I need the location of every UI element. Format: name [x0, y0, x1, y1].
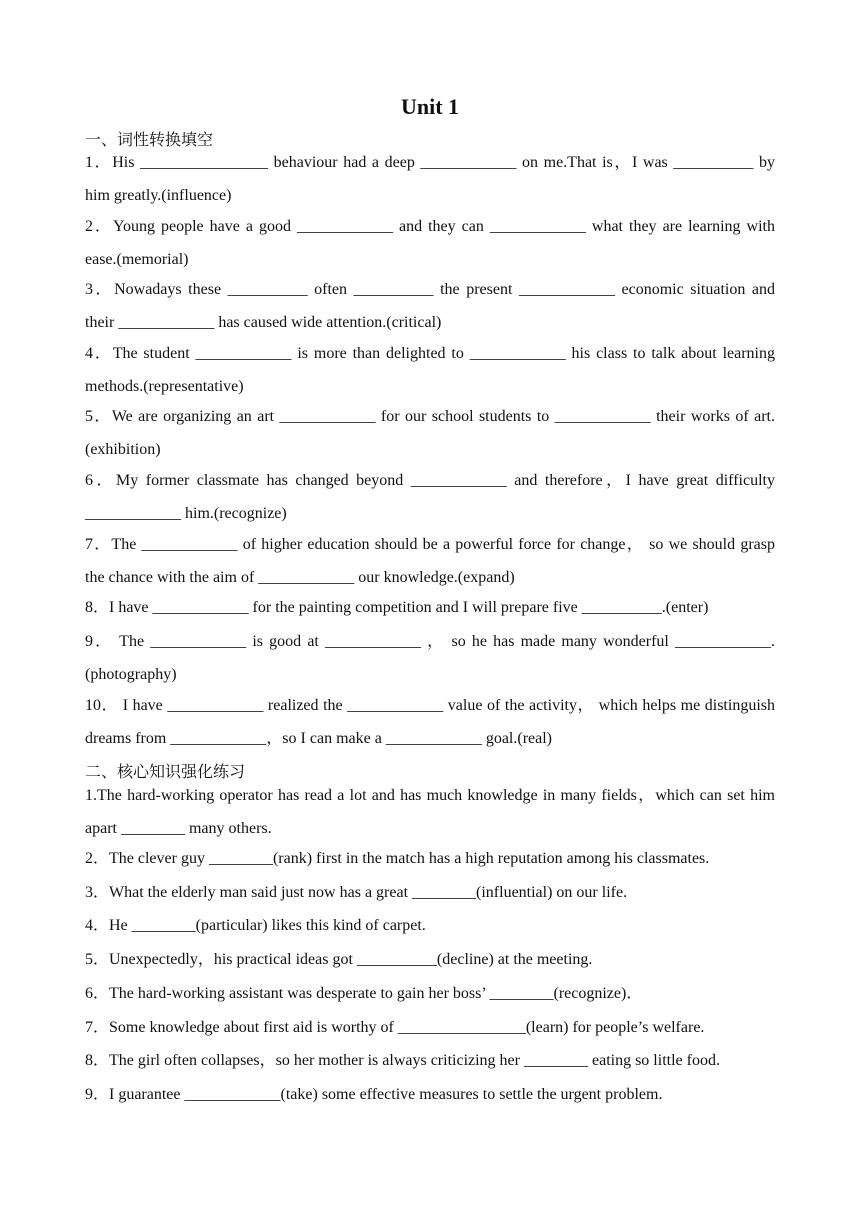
s1-question-4: 4．The student ____________ is more than delighted to ____________ his class to talk about learning methods.(representative)	[85, 345, 775, 395]
s1-question-9: 9． The ____________ is good at ____________ ， so he has made many wonderful ____________.(photography)	[85, 633, 775, 683]
s1-question-8: 8．I have ____________ for the painting competition and I will prepare five __________.(enter)	[85, 599, 709, 616]
s2-question-3: 3．What the elderly man said just now has a great ________(influential) on our life.	[85, 884, 628, 901]
section2-heading: 二、核心知识强化练习	[85, 764, 246, 781]
page-title: Unit 1	[400, 94, 460, 119]
s2-question-6: 6．The hard-working assistant was desperate to gain her boss’ ________(recognize)．	[85, 985, 643, 1002]
s1-question-5: 5．We are organizing an art ____________ for our school students to ____________ their works of art.(exhibition)	[85, 408, 775, 458]
s2-question-2: 2．The clever guy ________(rank) first in the match has a high reputation among his classmates.	[85, 850, 710, 867]
s2-question-7: 7．Some knowledge about first aid is worthy of ________________(learn) for people’s welfare.	[85, 1019, 705, 1036]
s1-question-7: 7．The ____________ of higher education should be a powerful force for change， so we should grasp the chance with the aim of ____________ our knowledge.(expand)	[85, 536, 776, 586]
s2-question-4: 4．He ________(particular) likes this kind of carpet.	[85, 917, 426, 934]
s2-question-5: 5．Unexpectedly，his practical ideas got __________(decline) at the meeting.	[85, 951, 593, 968]
s1-question-10: 10． I have ____________ realized the ____________ value of the activity， which helps me distinguish dreams from ____________，so I can make a ____________ goal.(real)	[85, 697, 775, 747]
section1-heading: 一、词性转换填空	[85, 132, 214, 149]
s1-question-2: 2．Young people have a good ____________ and they can ____________ what they are learning with ease.(memorial)	[85, 218, 775, 268]
s1-question-6: 6．My former classmate has changed beyond ____________ and therefore，I have great difficulty ____________ him.(recognize)	[85, 472, 775, 522]
s1-question-3: 3．Nowadays these __________ often __________ the present ____________ economic situation and their ____________ has caused wide attention.(critical)	[85, 281, 775, 331]
s1-question-1: 1．His ________________ behaviour had a deep ____________ on me.That is，I was __________ by him greatly.(influence)	[85, 154, 775, 204]
s2-question-9: 9．I guarantee ____________(take) some effective measures to settle the urgent problem.	[85, 1086, 663, 1103]
s2-question-1: 1.The hard-working operator has read a lot and has much knowledge in many fields，which can set him apart ________ many others.	[85, 787, 775, 837]
s2-question-8: 8．The girl often collapses，so her mother is always criticizing her ________ eating so little food.	[85, 1052, 720, 1069]
